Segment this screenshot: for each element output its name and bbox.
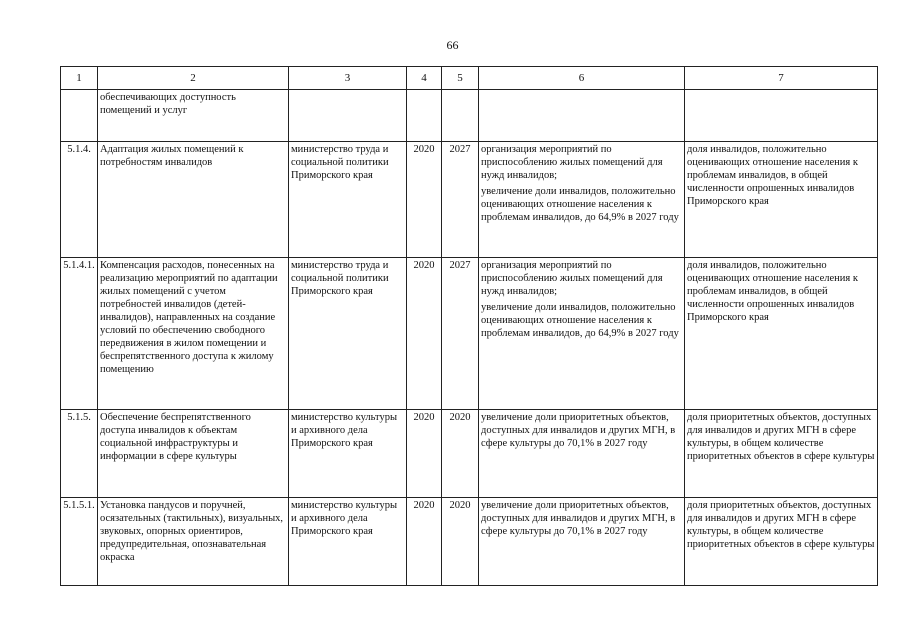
target-indicator: доля инвалидов, положительно оценивающих отношение населения к проблемам инвалидов, в общей численности опрошенных инвалидов Приморского края — [685, 258, 878, 410]
end-year: 2027 — [442, 142, 479, 258]
start-year — [407, 90, 442, 142]
expected-result — [479, 498, 685, 586]
column-header: 4 — [407, 67, 442, 90]
target-indicator: доля приоритетных объектов, доступных для инвалидов и других МГН в сфере культуры, в общем количестве приоритетных объектов в сфере культуры — [685, 410, 878, 498]
column-header: 3 — [289, 67, 407, 90]
measure-name: Адаптация жилых помещений к потребностям инвалидов — [98, 142, 289, 258]
measure-name: Обеспечение беспрепятственного доступа инвалидов к объектам социальной инфраструктуры и информации в сфере культуры — [98, 410, 289, 498]
expected-result — [479, 90, 685, 142]
end-year: 2027 — [442, 258, 479, 410]
row-number: 5.1.4. — [61, 142, 98, 258]
column-header: 6 — [479, 67, 685, 90]
result-item: увеличение доли инвалидов, положительно оценивающих отношение населения к проблемам инвалидов, до 64,9% в 2027 году — [481, 302, 679, 339]
row-number — [61, 90, 98, 142]
table-row — [61, 142, 878, 258]
executor: министерство культуры и архивного дела Приморского края — [289, 498, 407, 586]
table-row — [61, 498, 878, 586]
result-item: увеличение доли приоритетных объектов, доступных для инвалидов и других МГН, в сфере культуры до 70,1% в 2027 году — [481, 500, 676, 537]
row-number: 5.1.5. — [61, 410, 98, 498]
start-year: 2020 — [407, 498, 442, 586]
expected-result — [479, 410, 685, 498]
target-indicator — [685, 90, 878, 142]
result-item: организация мероприятий по приспособлению жилых помещений для нужд инвалидов; — [481, 260, 663, 297]
expected-result — [479, 258, 685, 410]
row-number: 5.1.4.1. — [61, 258, 98, 410]
end-year: 2020 — [442, 498, 479, 586]
executor: министерство труда и социальной политики Приморского края — [289, 258, 407, 410]
start-year: 2020 — [407, 142, 442, 258]
table-row — [61, 410, 878, 498]
measure-name: обеспечивающих доступность помещений и услуг — [98, 90, 289, 142]
page-number: 66 — [446, 38, 459, 52]
row-number: 5.1.5.1. — [61, 498, 98, 586]
end-year — [442, 90, 479, 142]
column-header: 7 — [685, 67, 878, 90]
column-header: 1 — [61, 67, 98, 90]
executor — [289, 90, 407, 142]
measure-name: Установка пандусов и поручней, осязательных (тактильных), визуальных, звуковых, опорных ориентиров, предупредительная, опознавательная окраска — [98, 498, 289, 586]
executor: министерство труда и социальной политики Приморского края — [289, 142, 407, 258]
table-row — [61, 90, 878, 142]
measure-name: Компенсация расходов, понесенных на реализацию мероприятий по адаптации жилых помещений с учетом потребностей инвалидов (детей-инвалидов), направленных на создание условий по обеспечению свободного передвижения в жилом помещении и беспрепятственного доступа к жилому помещению — [98, 258, 289, 410]
table-row — [61, 258, 878, 410]
start-year: 2020 — [407, 258, 442, 410]
result-item: организация мероприятий по приспособлению жилых помещений для нужд инвалидов; — [481, 144, 663, 181]
end-year: 2020 — [442, 410, 479, 498]
program-table — [60, 66, 878, 586]
start-year: 2020 — [407, 410, 442, 498]
target-indicator: доля приоритетных объектов, доступных для инвалидов и других МГН в сфере культуры, в общем количестве приоритетных объектов в сфере культуры — [685, 498, 878, 586]
result-item: увеличение доли приоритетных объектов, доступных для инвалидов и других МГН, в сфере культуры до 70,1% в 2027 году — [481, 412, 676, 449]
result-item: увеличение доли инвалидов, положительно оценивающих отношение населения к проблемам инвалидов, до 64,9% в 2027 году — [481, 186, 679, 223]
expected-result — [479, 142, 685, 258]
header-row — [61, 67, 878, 90]
target-indicator: доля инвалидов, положительно оценивающих отношение населения к проблемам инвалидов, в общей численности опрошенных инвалидов Приморского края — [685, 142, 878, 258]
column-header: 2 — [98, 67, 289, 90]
executor: министерство культуры и архивного дела Приморского края — [289, 410, 407, 498]
column-header: 5 — [442, 67, 479, 90]
